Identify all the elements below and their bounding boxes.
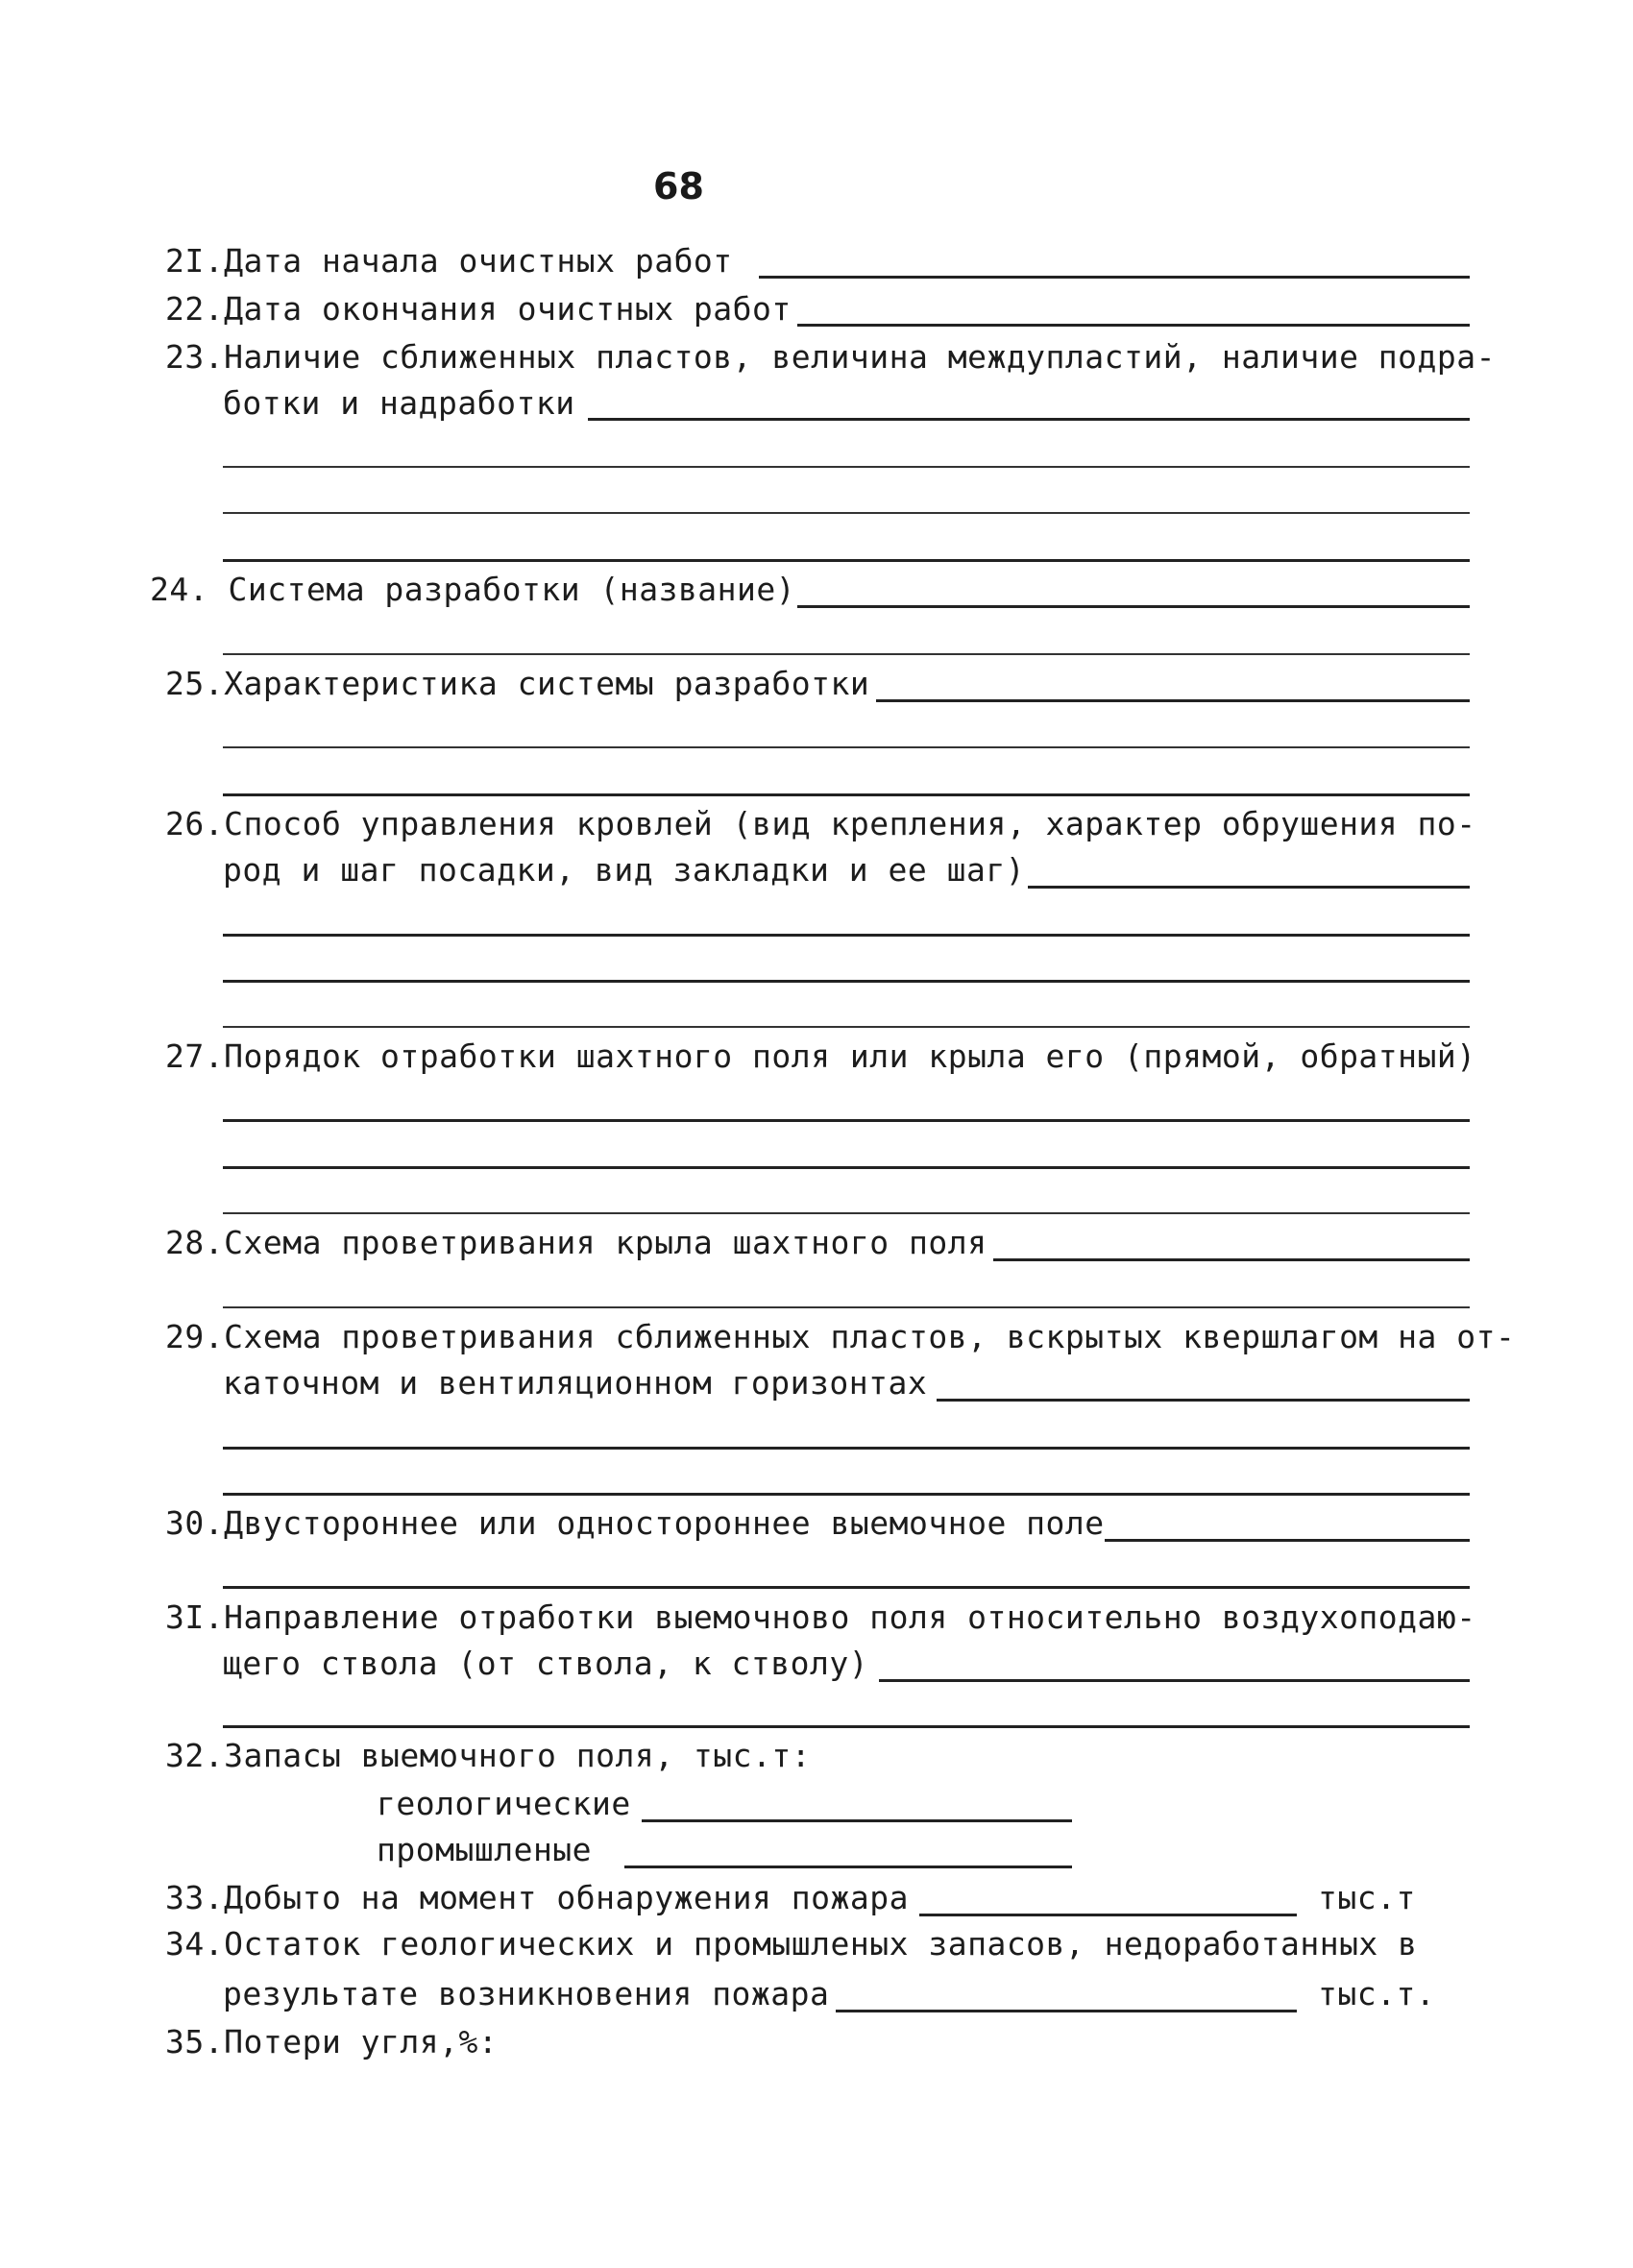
item-27 <box>165 1037 1476 1076</box>
item-33-field[interactable] <box>919 1914 1297 1916</box>
item-text-continued: род и шаг посадки, вид закладки и ее шаг) <box>223 851 1026 889</box>
item-text: Порядок отработки шахтного поля или крыла его (прямой, обратный) <box>224 1037 1476 1075</box>
item-22-field[interactable] <box>797 324 1470 327</box>
item-number: 35. <box>165 2023 225 2061</box>
item-23-field[interactable] <box>588 418 1470 421</box>
item-34-unit <box>1318 1975 1435 2013</box>
item-21 <box>165 242 733 280</box>
blank-line[interactable] <box>223 1212 1470 1214</box>
item-25 <box>165 665 869 703</box>
item-text: Потери угля,%: <box>224 2023 499 2061</box>
blank-line[interactable] <box>223 793 1470 796</box>
item-text: Схема проветривания сближенных пластов, вскрытых квершлагом на от- <box>224 1318 1516 1355</box>
unit-label: тыс.т <box>1318 1879 1416 1916</box>
item-21-field[interactable] <box>759 276 1470 279</box>
industrial-reserves-field[interactable] <box>624 1866 1072 1868</box>
item-text: Дата окончания очистных работ <box>224 290 792 328</box>
blank-line[interactable] <box>223 980 1470 983</box>
item-text: Двустороннее или одностороннее выемочное поле <box>224 1504 1105 1542</box>
item-text-continued: ботки и надработки <box>223 384 575 422</box>
item-number: 27. <box>165 1037 225 1075</box>
item-text: Дата начала очистных работ <box>224 242 733 280</box>
item-33 <box>165 1879 909 1917</box>
item-32-sub-geological <box>377 1785 631 1823</box>
blank-line[interactable] <box>223 1026 1470 1028</box>
item-text: Система разработки (название) <box>228 571 796 608</box>
blank-line[interactable] <box>223 1166 1470 1169</box>
item-number: 24. <box>150 571 209 608</box>
blank-line[interactable] <box>223 1306 1470 1308</box>
item-number: 33. <box>165 1879 225 1916</box>
item-26 <box>165 805 1476 843</box>
item-34 <box>165 1925 1418 1963</box>
item-text: Схема проветривания крыла шахтного поля <box>224 1224 987 1261</box>
item-30 <box>165 1504 1105 1543</box>
item-text: Добыто на момент обнаружения пожара <box>224 1879 909 1916</box>
blank-line[interactable] <box>223 512 1470 514</box>
item-28-field[interactable] <box>993 1258 1470 1261</box>
geological-reserves-field[interactable] <box>642 1819 1072 1822</box>
item-number: 28. <box>165 1224 225 1261</box>
item-34-field[interactable] <box>836 2010 1297 2012</box>
item-number: 22. <box>165 290 225 328</box>
blank-line[interactable] <box>223 746 1470 748</box>
item-text: Запасы выемочного поля, тыс.т: <box>224 1737 812 1774</box>
item-29-cont <box>223 1364 927 1402</box>
item-number: 2I. <box>165 242 225 280</box>
item-number: 34. <box>165 1925 225 1963</box>
blank-line[interactable] <box>223 1119 1470 1122</box>
blank-line[interactable] <box>223 1493 1470 1496</box>
item-31-field[interactable] <box>879 1679 1470 1682</box>
sub-label: промышленые <box>377 1831 593 1868</box>
item-text: Наличие сближенных пластов, величина междупластий, наличие подра- <box>224 338 1497 376</box>
item-29 <box>165 1318 1515 1356</box>
item-26-field[interactable] <box>1028 886 1470 889</box>
blank-line[interactable] <box>223 1725 1470 1728</box>
item-number: 32. <box>165 1737 225 1774</box>
sub-label: геологические <box>377 1785 631 1822</box>
item-text-continued: каточном и вентиляционном горизонтах <box>223 1364 928 1402</box>
item-24 <box>150 571 795 609</box>
item-text-continued: щего ствола (от ствола, к стволу) <box>223 1645 869 1682</box>
item-number: 29. <box>165 1318 225 1355</box>
item-text: Направление отработки выемочново поля относительно воздухоподаю- <box>224 1598 1476 1636</box>
item-number: 26. <box>165 805 225 842</box>
item-number: 30. <box>165 1504 225 1542</box>
item-23 <box>165 338 1496 377</box>
item-34-cont <box>223 1975 829 2013</box>
item-24-field[interactable] <box>797 605 1470 608</box>
item-32-sub-industrial <box>377 1831 592 1869</box>
item-33-unit <box>1318 1879 1416 1917</box>
page-number: 68 <box>653 165 704 207</box>
blank-line[interactable] <box>223 653 1470 655</box>
unit-label: тыс.т. <box>1318 1975 1436 2012</box>
item-text: Остаток геологических и промышленых запасов, недоработанных в <box>224 1925 1418 1963</box>
item-31 <box>165 1598 1476 1637</box>
blank-line[interactable] <box>223 559 1470 562</box>
item-23-cont <box>223 384 575 423</box>
item-number: 25. <box>165 665 225 702</box>
item-35 <box>165 2023 498 2061</box>
blank-line[interactable] <box>223 934 1470 937</box>
item-22 <box>165 290 792 329</box>
item-25-field[interactable] <box>876 699 1470 702</box>
item-32 <box>165 1737 811 1775</box>
item-26-cont <box>223 851 1025 890</box>
blank-line[interactable] <box>223 466 1470 468</box>
item-text: Характеристика системы разработки <box>224 665 870 702</box>
blank-line[interactable] <box>223 1447 1470 1450</box>
item-text-continued: результате возникновения пожара <box>223 1975 830 2012</box>
item-number: 3I. <box>165 1598 225 1636</box>
item-29-field[interactable] <box>937 1399 1470 1402</box>
item-28 <box>165 1224 987 1262</box>
item-number: 23. <box>165 338 225 376</box>
item-text: Способ управления кровлей (вид крепления, характер обрушения по- <box>224 805 1476 842</box>
blank-line[interactable] <box>223 1586 1470 1589</box>
item-30-field[interactable] <box>1105 1539 1470 1542</box>
item-31-cont <box>223 1645 868 1683</box>
